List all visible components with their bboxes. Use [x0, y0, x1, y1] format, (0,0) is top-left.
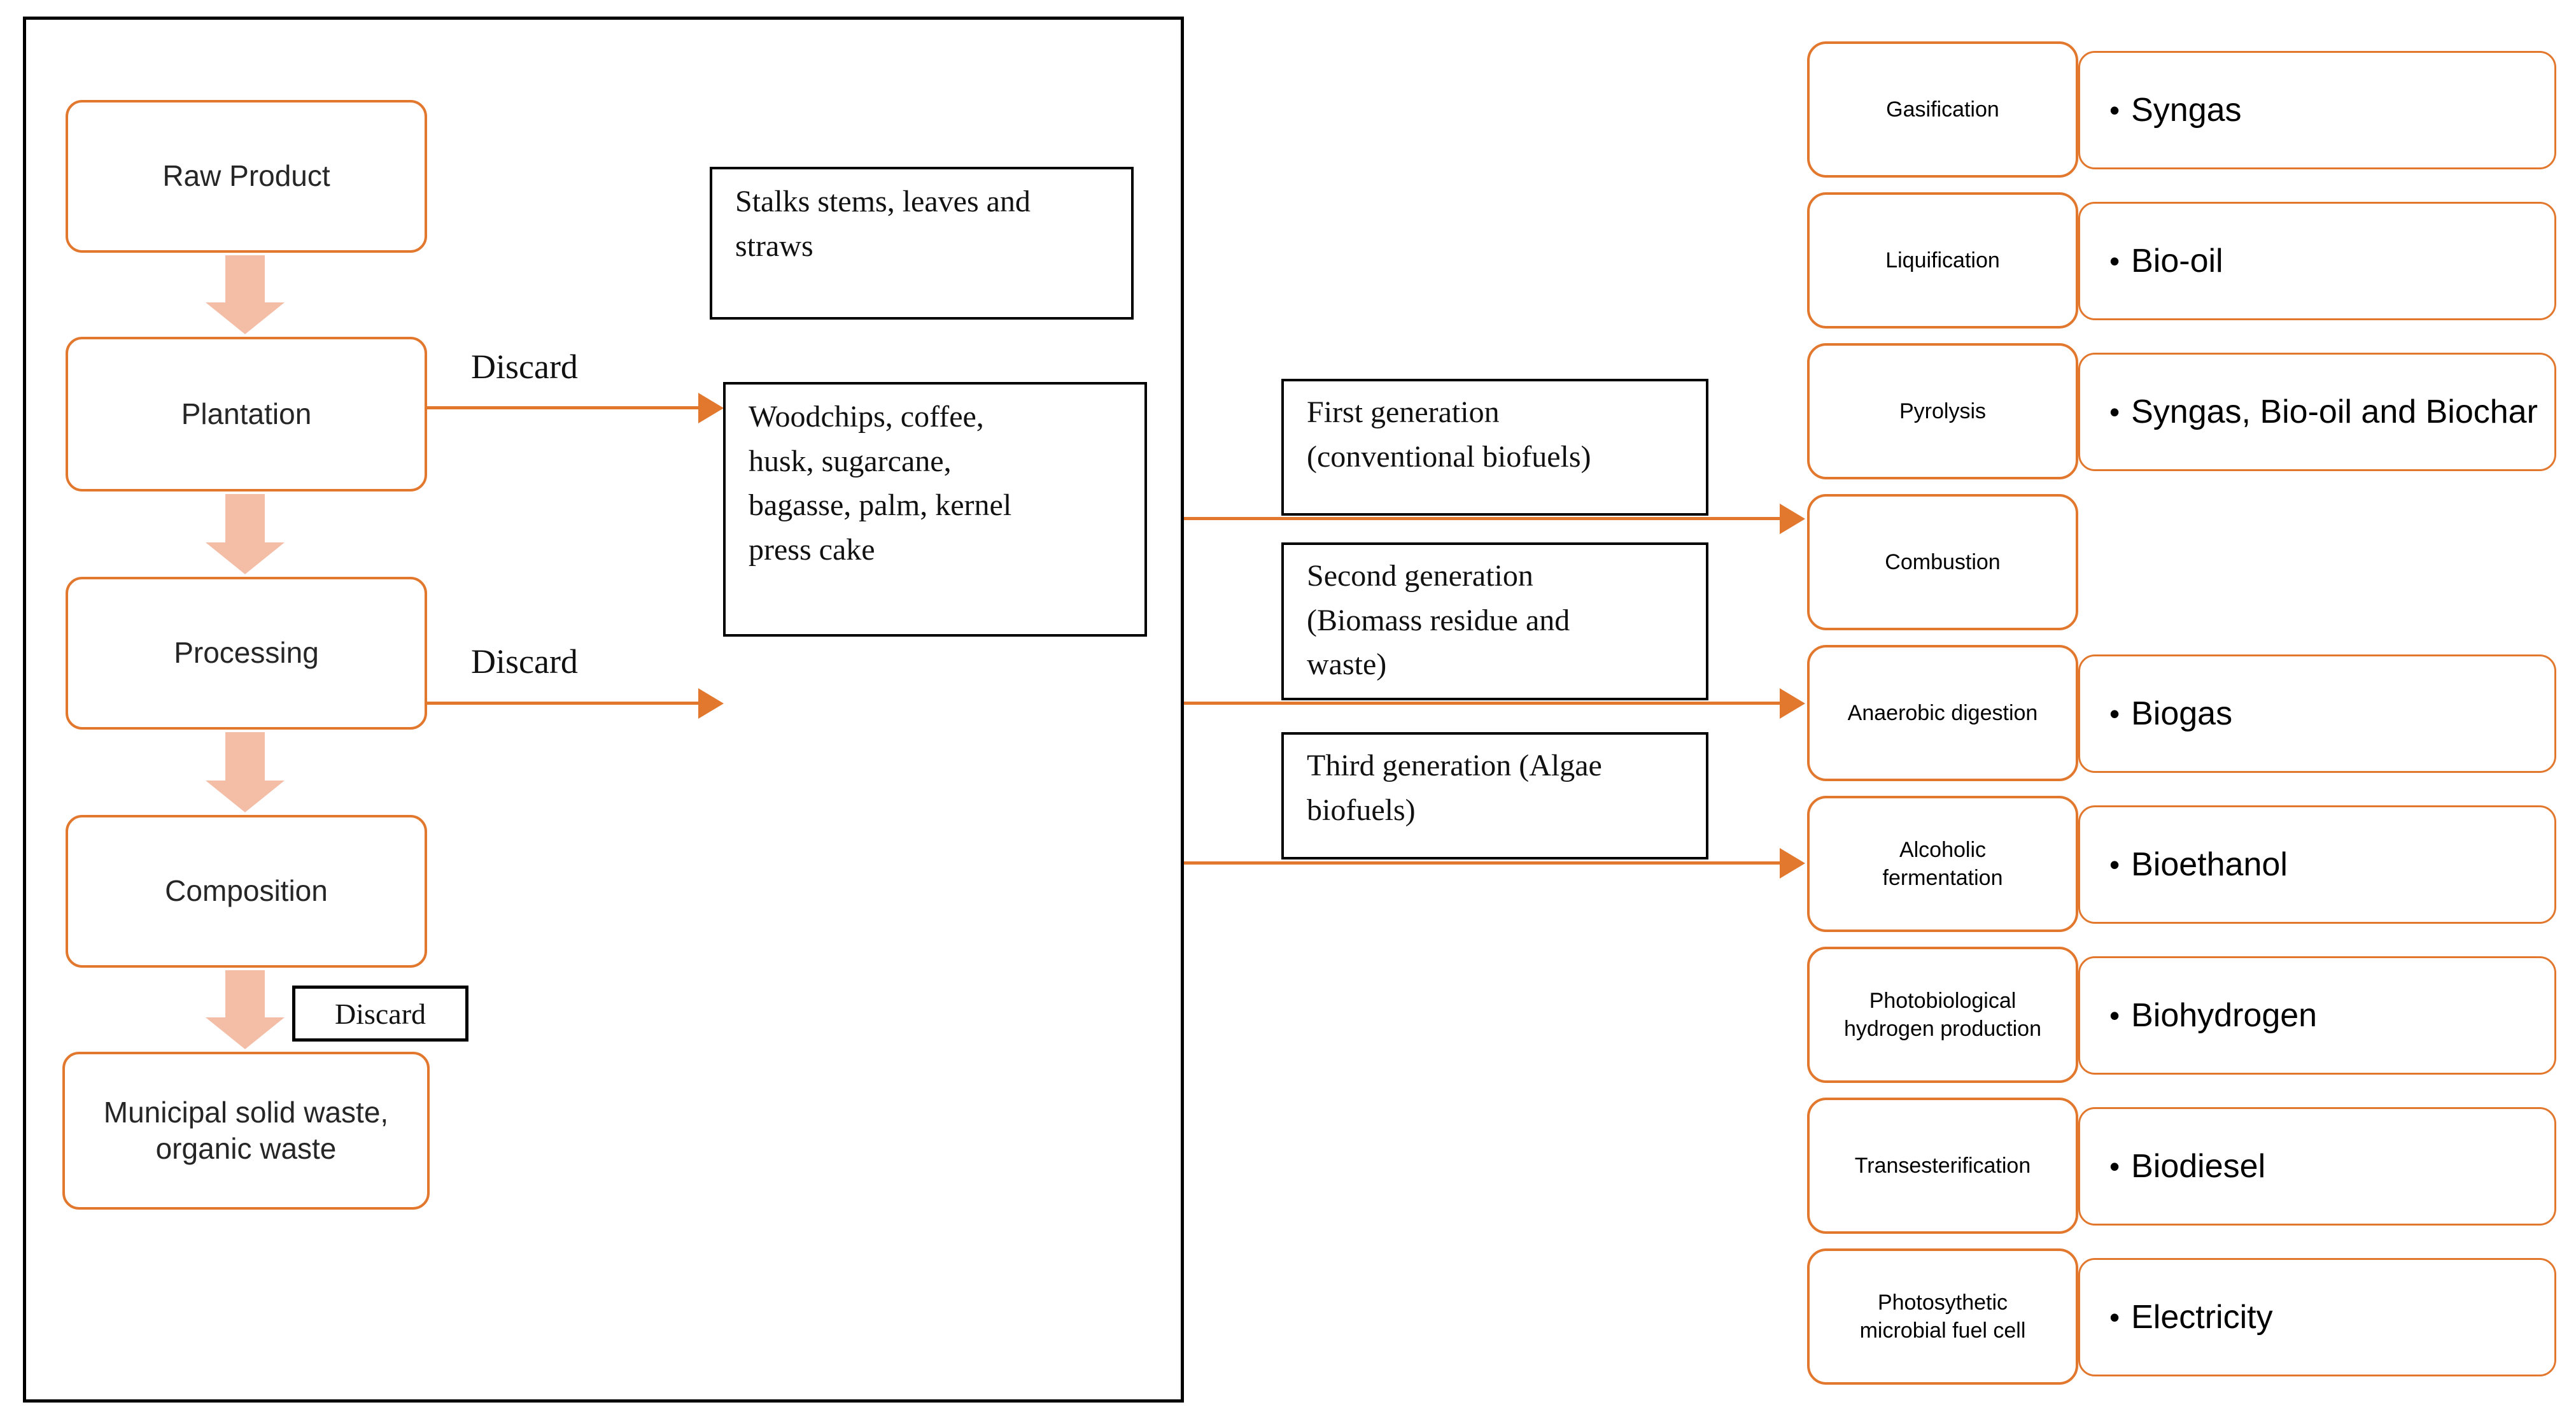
generation-box-second	[1281, 542, 1708, 700]
process-box-anaerobic-digestion-label: Anaerobic digestion	[1847, 700, 2038, 725]
output-box-biohydrogen	[2078, 956, 2556, 1075]
bullet-icon: •	[2109, 395, 2120, 428]
discard-box-composition-label: Discard	[334, 997, 426, 1030]
output-box-bioethanol	[2078, 805, 2556, 924]
process-box-combustion	[1807, 494, 2078, 630]
discard-arrow-processing-head-icon	[698, 688, 724, 719]
process-box-liquification	[1807, 192, 2078, 329]
process-box-photosythetic-fuel-cell	[1807, 1248, 2078, 1385]
process-box-transesterification	[1807, 1098, 2078, 1234]
process-box-gasification-label: Gasification	[1886, 97, 1999, 122]
generation-box-third-label: Third generation (Algae biofuels)	[1307, 749, 1602, 827]
residue-box-woodchips	[723, 382, 1147, 637]
output-box-syngas-label: Syngas	[2131, 92, 2242, 129]
first-generation-arrow-head-icon	[1780, 504, 1805, 534]
second-generation-arrow-line	[1184, 702, 1782, 705]
output-box-biogas	[2078, 654, 2556, 773]
third-generation-arrow-line	[1184, 861, 1782, 865]
output-box-electricity	[2078, 1258, 2556, 1376]
process-box-pyrolysis	[1807, 343, 2078, 479]
discard-arrow-plantation-line	[427, 406, 701, 409]
flow-box-plantation-label: Plantation	[181, 397, 312, 430]
flow-down-arrow-1-icon	[206, 255, 285, 334]
flow-box-raw-product	[66, 100, 427, 253]
flow-down-arrow-4-icon	[206, 970, 285, 1049]
process-box-photosythetic-fuel-cell-label: Photosythetic microbial fuel cell	[1859, 1290, 2026, 1343]
generation-box-third	[1281, 732, 1708, 859]
flow-box-municipal-waste-label: Municipal solid waste, organic waste	[103, 1095, 389, 1165]
first-generation-arrow-line	[1184, 517, 1782, 520]
flow-box-municipal-waste	[62, 1052, 430, 1210]
flow-box-composition-label: Composition	[165, 874, 328, 908]
third-generation-arrow-head-icon	[1780, 848, 1805, 879]
discard-label-processing: Discard	[471, 642, 578, 681]
output-box-bioethanol-label: Bioethanol	[2131, 846, 2288, 883]
discard-box-composition	[292, 986, 468, 1042]
process-box-combustion-label: Combustion	[1885, 549, 2001, 574]
process-box-liquification-label: Liquification	[1885, 248, 2000, 272]
output-box-biohydrogen-label: Biohydrogen	[2131, 997, 2318, 1034]
output-box-biogas-label: Biogas	[2131, 695, 2233, 732]
flow-down-arrow-3-icon	[206, 732, 285, 812]
process-box-gasification	[1807, 41, 2078, 178]
output-box-electricity-label: Electricity	[2131, 1299, 2273, 1336]
discard-arrow-processing-line	[427, 702, 701, 705]
bullet-icon: •	[2109, 999, 2120, 1032]
process-box-photobiological-hydrogen-label: Photobiological hydrogen production	[1843, 988, 2041, 1041]
flow-box-composition	[66, 815, 427, 968]
process-box-photobiological-hydrogen	[1807, 947, 2078, 1083]
process-box-anaerobic-digestion	[1807, 645, 2078, 781]
second-generation-arrow-head-icon	[1780, 688, 1805, 719]
output-box-bio-oil	[2078, 202, 2556, 320]
bullet-icon: •	[2109, 848, 2120, 881]
process-box-pyrolysis-label: Pyrolysis	[1899, 399, 1987, 423]
process-box-alcoholic-fermentation-label: Alcoholic fermentation	[1882, 837, 2003, 890]
discard-label-plantation: Discard	[471, 348, 578, 386]
bullet-icon: •	[2109, 1150, 2120, 1183]
output-box-biodiesel-label: Biodiesel	[2131, 1148, 2266, 1185]
residue-box-stalks-label: Stalks stems, leaves and straws	[735, 185, 1031, 263]
process-box-transesterification-label: Transesterification	[1854, 1153, 2031, 1178]
generation-box-first	[1281, 379, 1708, 516]
output-box-syngas-bio-oil-biochar-label: Syngas, Bio-oil and Biochar	[2131, 393, 2538, 430]
bullet-icon: •	[2109, 1301, 2120, 1334]
bullet-icon: •	[2109, 94, 2120, 127]
process-box-alcoholic-fermentation	[1807, 796, 2078, 932]
generation-box-second-label: Second generation (Biomass residue and waste)	[1307, 559, 1570, 682]
flow-box-processing-label: Processing	[174, 636, 319, 670]
discard-arrow-plantation-head-icon	[698, 393, 724, 423]
generation-box-first-label: First generation (conventional biofuels)	[1307, 395, 1591, 474]
flow-box-processing	[66, 577, 427, 730]
flow-box-plantation	[66, 337, 427, 491]
output-box-bio-oil-label: Bio-oil	[2131, 243, 2223, 279]
bullet-icon: •	[2109, 244, 2120, 278]
output-box-syngas	[2078, 51, 2556, 169]
flow-down-arrow-2-icon	[206, 494, 285, 574]
flow-box-raw-product-label: Raw Product	[162, 159, 330, 193]
output-box-biodiesel	[2078, 1107, 2556, 1226]
residue-box-stalks	[710, 167, 1134, 320]
bullet-icon: •	[2109, 697, 2120, 730]
residue-box-woodchips-label: Woodchips, coffee, husk, sugarcane, bagasse, palm, kernel press cake	[749, 400, 1012, 567]
output-box-syngas-bio-oil-biochar	[2078, 353, 2556, 471]
